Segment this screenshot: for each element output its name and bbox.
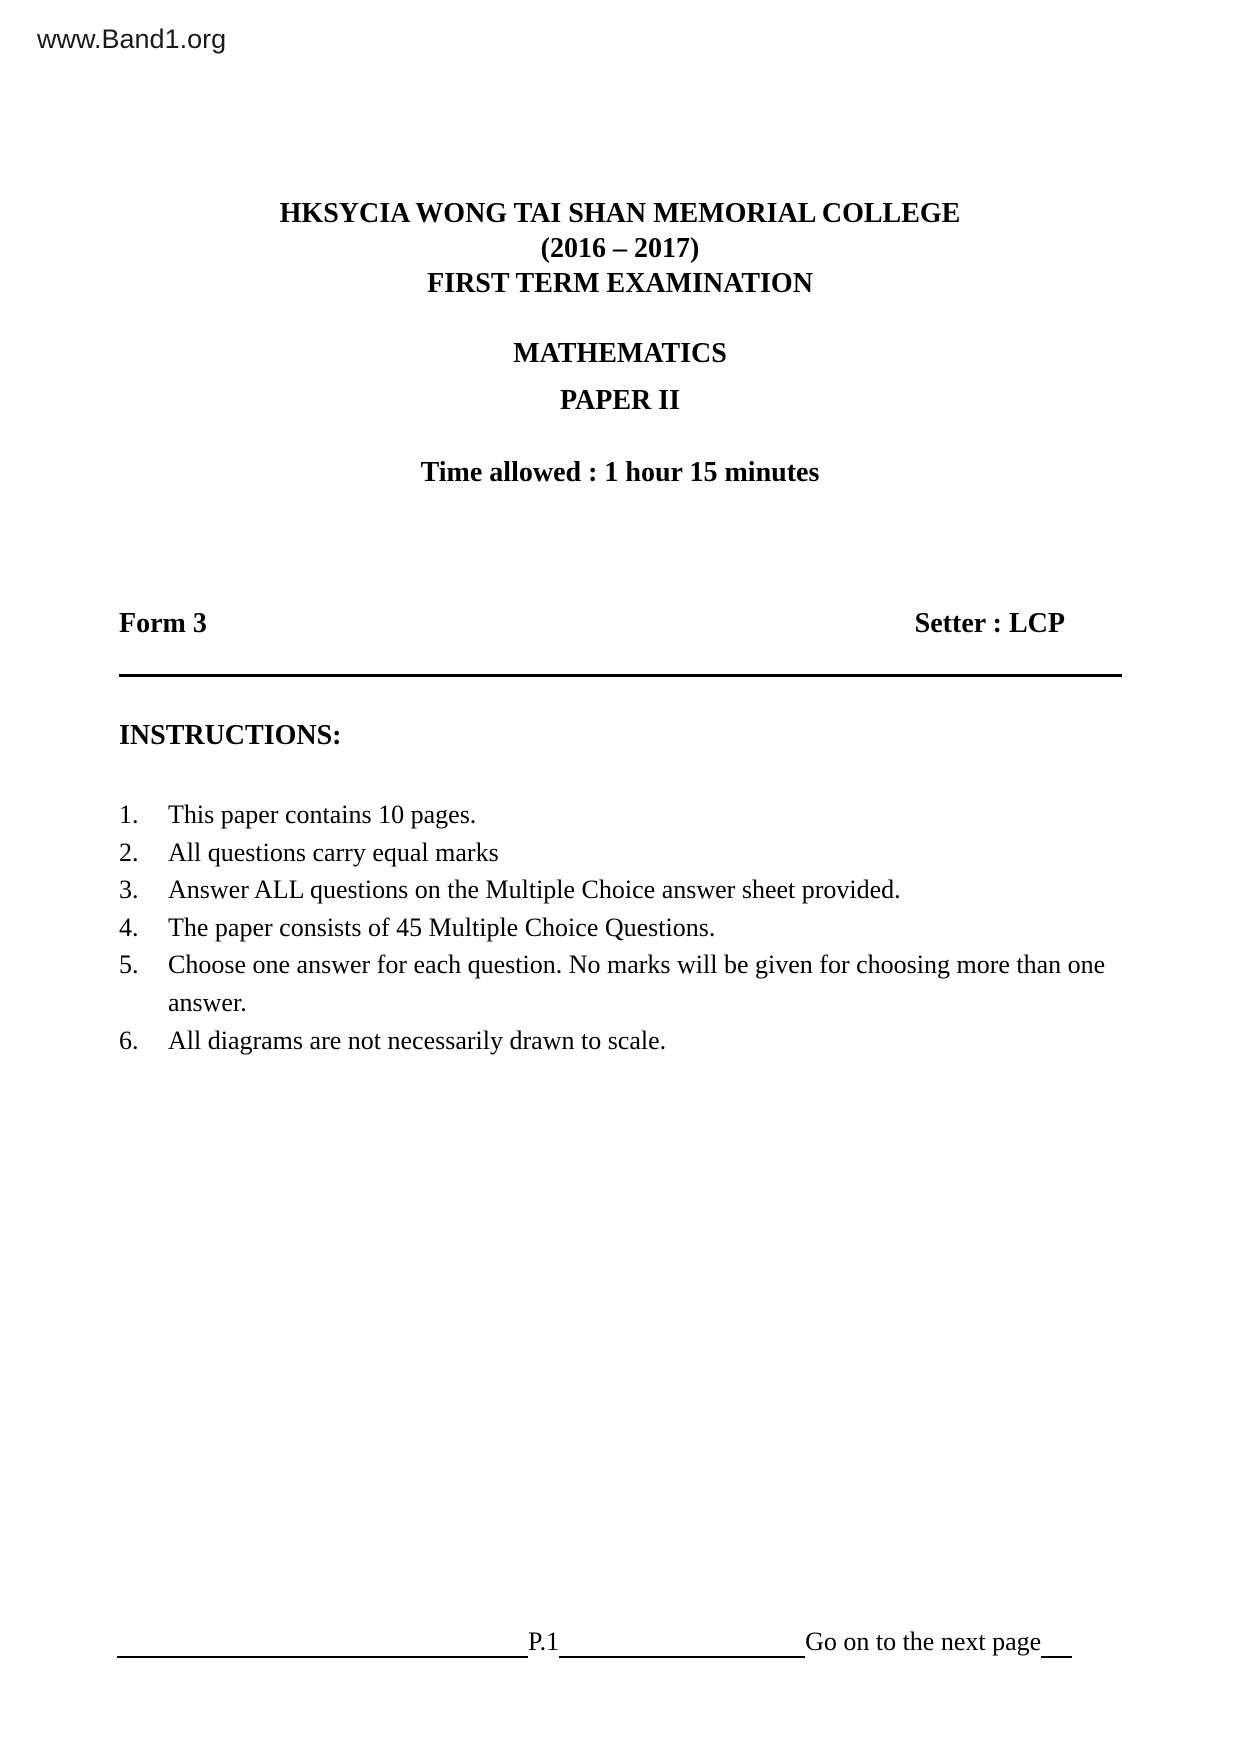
form-label: Form 3 bbox=[119, 608, 207, 639]
instructions-list bbox=[119, 796, 1199, 1059]
instruction-number: 4. bbox=[119, 912, 139, 942]
horizontal-divider bbox=[119, 674, 1122, 677]
instruction-number: 1. bbox=[119, 800, 139, 829]
instruction-number: 5. bbox=[119, 950, 139, 980]
instruction-item bbox=[119, 909, 1199, 947]
setter-label: Setter : LCP bbox=[914, 608, 1065, 639]
meta-row bbox=[119, 610, 1065, 638]
page-number: P.1 bbox=[528, 1627, 560, 1656]
footer-blank-line-right bbox=[1041, 1626, 1072, 1658]
time-allowed: Time allowed : 1 hour 15 minutes bbox=[420, 457, 820, 488]
exam-title: FIRST TERM EXAMINATION bbox=[427, 268, 813, 299]
instruction-text: All diagrams are not necessarily drawn to scale. bbox=[168, 1025, 667, 1055]
college-name: HKSYCIA WONG TAI SHAN MEMORIAL COLLEGE bbox=[279, 198, 961, 229]
instructions-heading: INSTRUCTIONS: bbox=[119, 720, 342, 751]
instruction-item bbox=[119, 946, 1199, 1021]
instruction-text: Answer ALL questions on the Multiple Choice answer sheet provided. bbox=[168, 875, 901, 905]
instruction-text: Choose one answer for each question. No marks will be given for choosing more than one answer. bbox=[168, 950, 1106, 1017]
instruction-item bbox=[119, 871, 1199, 909]
academic-year: (2016 – 2017) bbox=[540, 233, 700, 264]
instruction-item bbox=[119, 796, 1199, 834]
instruction-item bbox=[119, 834, 1199, 872]
site-watermark: www.Band1.org bbox=[37, 24, 227, 54]
instruction-number: 2. bbox=[119, 837, 139, 867]
next-page-note: Go on to the next page bbox=[805, 1627, 1042, 1656]
instruction-item bbox=[119, 1022, 1199, 1060]
footer-blank-line-middle bbox=[559, 1626, 805, 1658]
subject-title: MATHEMATICS bbox=[513, 338, 727, 369]
instruction-number: 6. bbox=[119, 1025, 139, 1055]
instruction-text: All questions carry equal marks bbox=[168, 837, 499, 867]
instruction-text: This paper contains 10 pages. bbox=[168, 800, 477, 829]
page-footer bbox=[117, 1626, 1072, 1658]
paper-number: PAPER II bbox=[559, 385, 681, 416]
instruction-number: 3. bbox=[119, 875, 139, 905]
footer-blank-line-left bbox=[117, 1626, 528, 1658]
instruction-text: The paper consists of 45 Multiple Choice Questions. bbox=[168, 912, 716, 942]
